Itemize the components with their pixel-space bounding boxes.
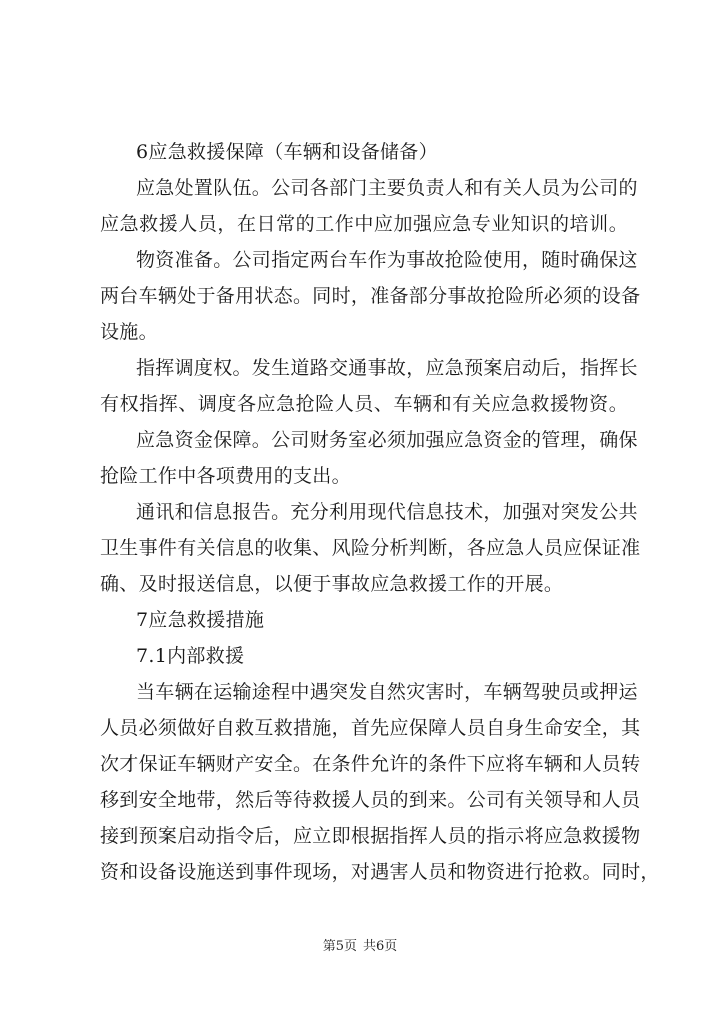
paragraph-line: 有权指挥、调度各应急抢险人员、车辆和有关应急救援物资。 (100, 393, 628, 415)
paragraph-line: 次才保证车辆财产安全。在条件允许的条件下应将车辆和人员转 (100, 753, 641, 775)
subsection-heading-7-1: 7.1内部救援 (136, 645, 245, 667)
paragraph-line: 指挥调度权。发生道路交通事故，应急预案启动后，指挥长 (136, 357, 638, 379)
paragraph-line: 人员必须做好自救互救措施，首先应保障人员自身生命安全，其 (100, 717, 641, 739)
paragraph-line: 应急处置队伍。公司各部门主要负责人和有关人员为公司的 (136, 177, 638, 199)
paragraph-line: 确、及时报送信息，以便于事故应急救援工作的开展。 (100, 573, 564, 595)
paragraph-line: 两台车辆处于备用状态。同时，准备部分事故抢险所必须的设备 (100, 285, 641, 307)
paragraph-line: 抢险工作中各项费用的支出。 (100, 465, 351, 487)
section-heading-7: 7应急救援措施 (136, 609, 265, 631)
paragraph-line: 当车辆在运输途程中遇突发自然灾害时，车辆驾驶员或押运 (136, 681, 638, 703)
paragraph-line: 通讯和信息报告。充分利用现代信息技术，加强对突发公共 (136, 501, 638, 523)
page-total: 共6页 (363, 939, 398, 954)
paragraph-line: 物资准备。公司指定两台车作为事故抢险使用，随时确保这 (136, 249, 638, 271)
paragraph-line: 移到安全地带，然后等待救援人员的到来。公司有关领导和人员 (100, 789, 641, 811)
paragraph-line: 卫生事件有关信息的收集、风险分析判断，各应急人员应保证准 (100, 537, 641, 559)
section-heading-6: 6应急救援保障（车辆和设备储备） (136, 141, 438, 163)
page-footer (0, 938, 720, 956)
paragraph-line: 应急资金保障。公司财务室必须加强应急资金的管理，确保 (136, 429, 638, 451)
paragraph-line: 设施。 (100, 321, 158, 343)
paragraph-line: 接到预案启动指令后，应立即根据指挥人员的指示将应急救援物 (100, 825, 641, 847)
paragraph-line: 应急救援人员，在日常的工作中应加强应急专业知识的培训。 (100, 213, 628, 235)
paragraph-line: 资和设备设施送到事件现场，对遇害人员和物资进行抢救。同时， (100, 861, 660, 883)
page-number: 第5页 (322, 939, 357, 954)
document-body (100, 137, 660, 893)
